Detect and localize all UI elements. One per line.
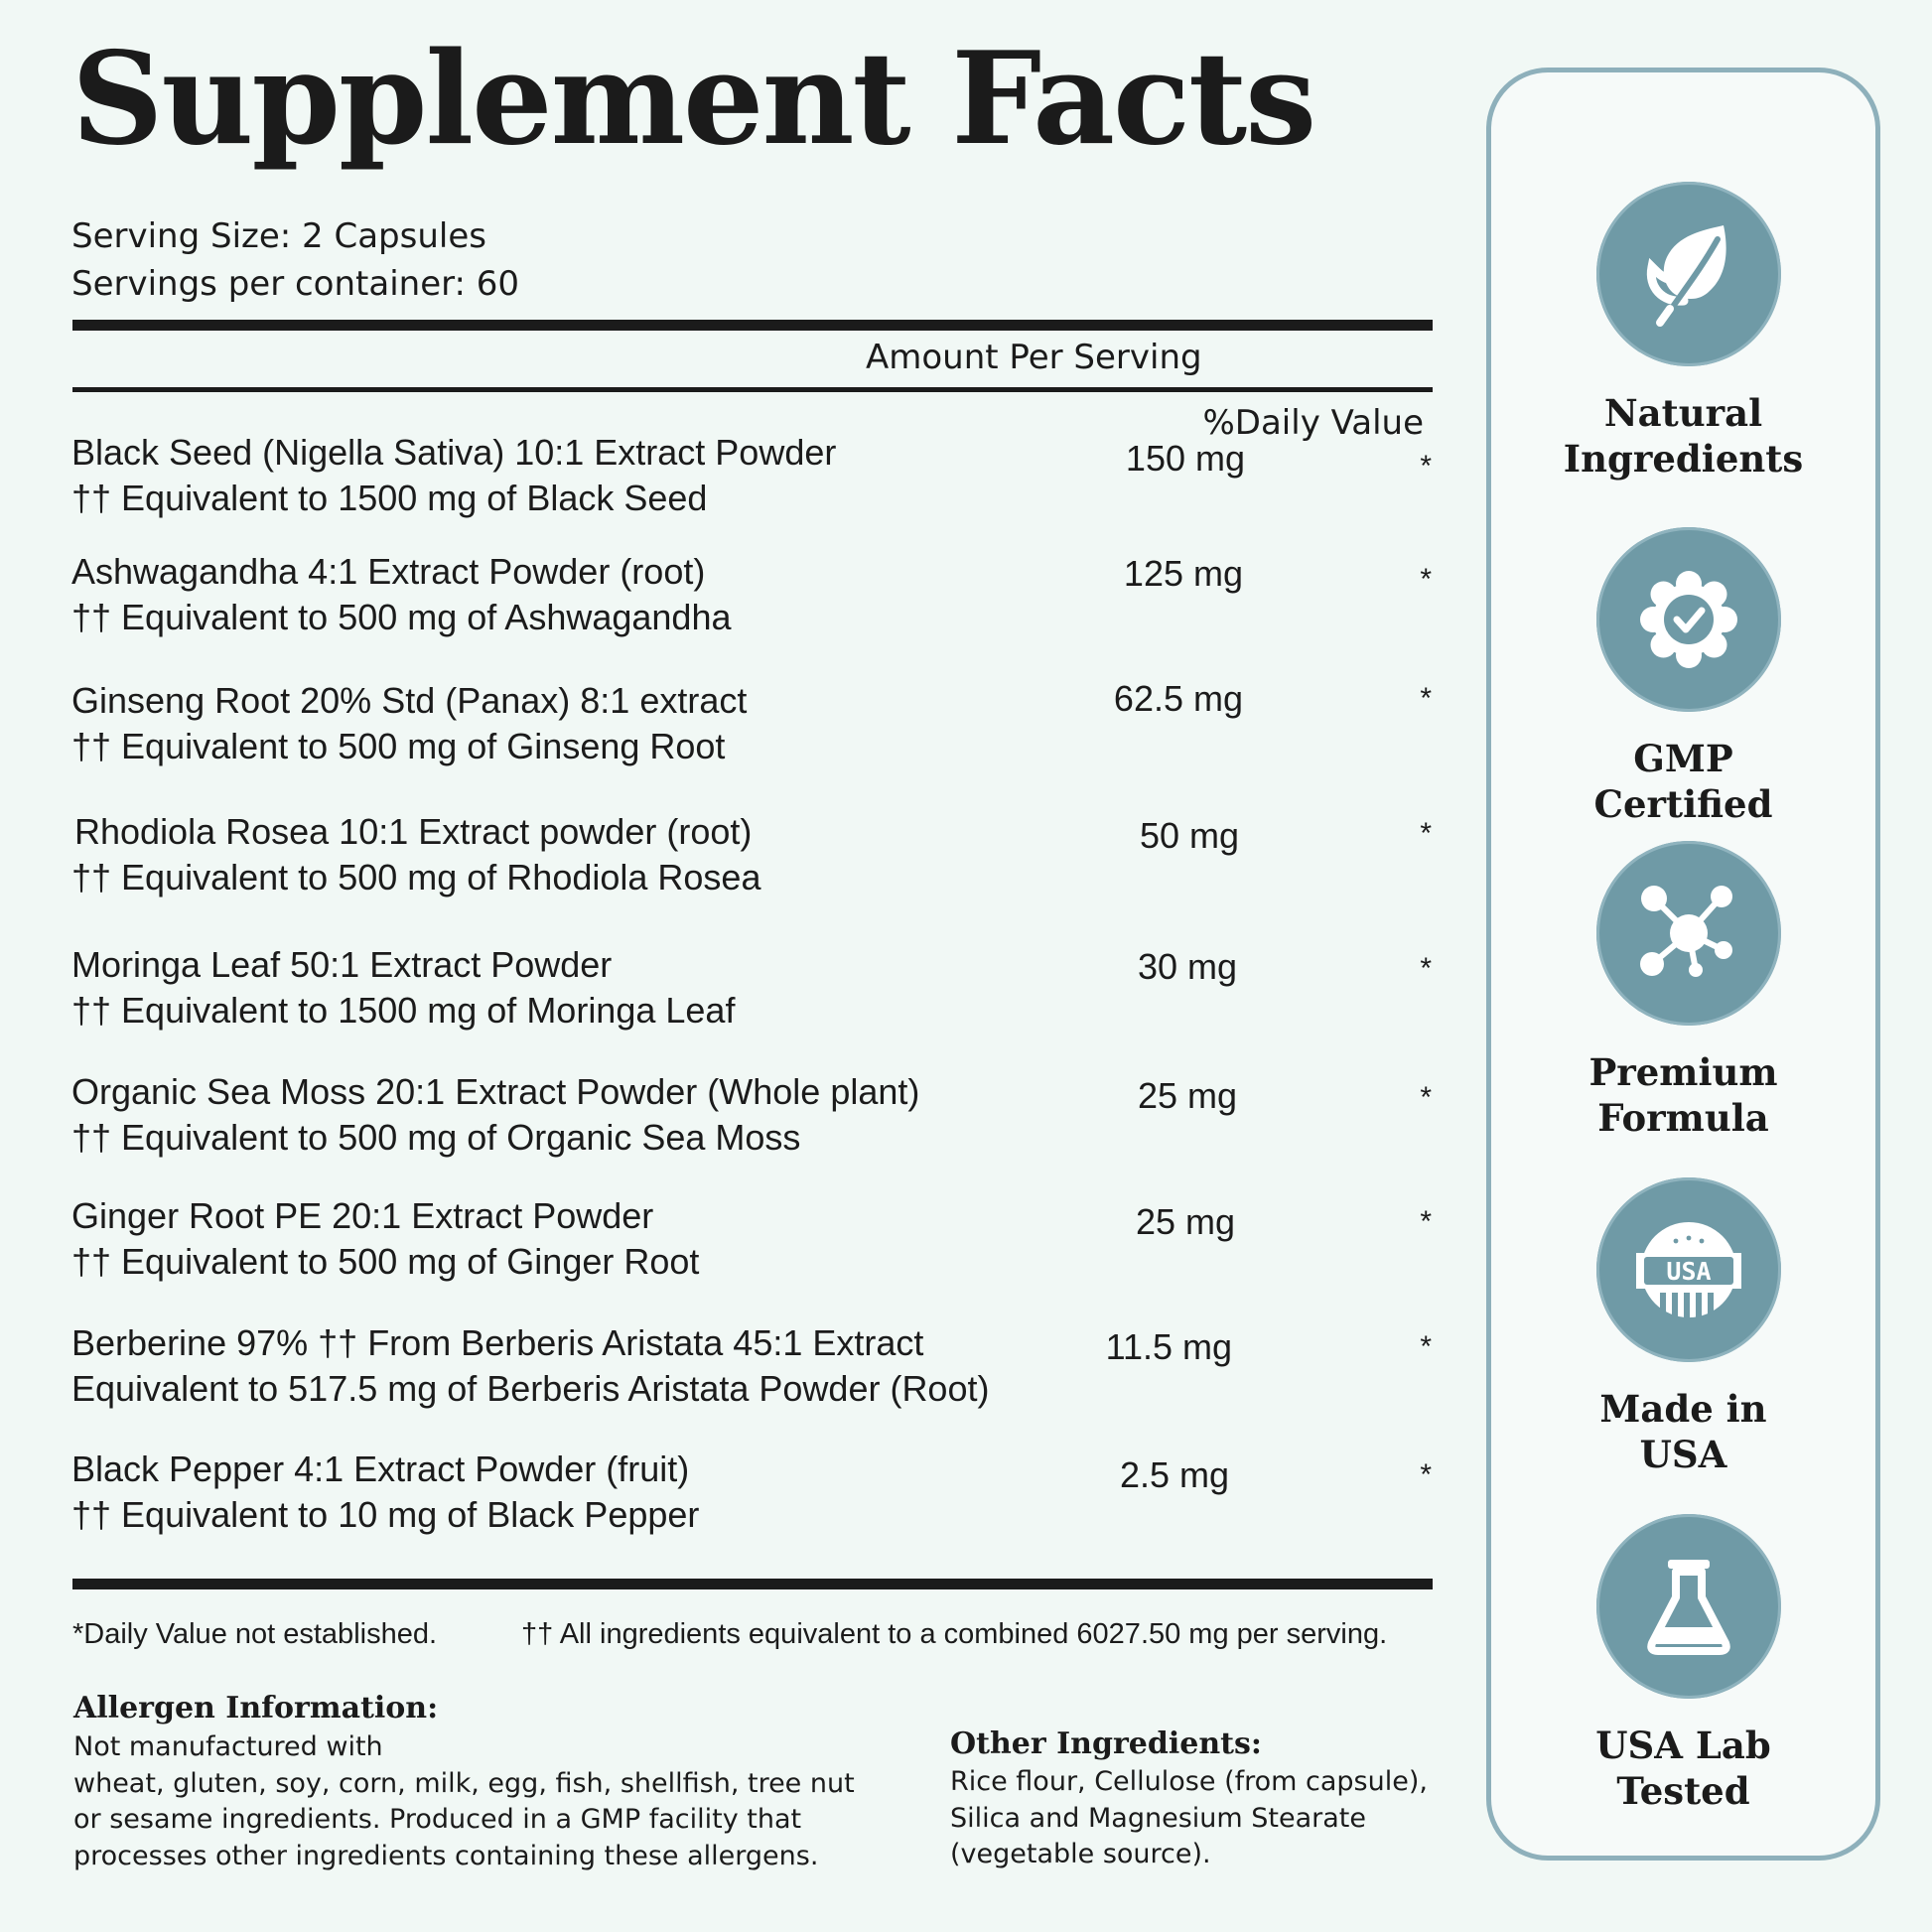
ingredient-amount: 150 mg — [1125, 438, 1245, 479]
ingredient-equivalent: †† Equivalent to 500 mg of Ginger Root — [71, 1241, 700, 1282]
ingredient-equivalent: †† Equivalent to 500 mg of Rhodiola Rosea — [71, 857, 761, 897]
ingredient-equivalent: †† Equivalent to 500 mg of Organic Sea Moss — [71, 1117, 801, 1158]
ingredient-equivalent: †† Equivalent to 1500 mg of Black Seed — [71, 478, 708, 518]
allergen-line: processes other ingredients containing these allergens. — [73, 1840, 819, 1871]
ingredient-equivalent: †† Equivalent to 500 mg of Ginseng Root — [71, 726, 726, 766]
other-ingredients-line: Silica and Magnesium Stearate — [950, 1802, 1366, 1834]
ingredient-equivalent: †† Equivalent to 500 mg of Ashwagandha — [71, 597, 732, 637]
top-thick-rule — [72, 320, 1433, 331]
amount-per-serving-header: Amount Per Serving — [866, 338, 1202, 377]
ingredient-row — [71, 549, 1432, 648]
ingredient-equivalent: Equivalent to 517.5 mg of Berberis Aristata Powder (Root) — [71, 1368, 990, 1409]
badge-gmp-certified — [1491, 527, 1875, 845]
badge-label: Natural Ingredients — [1563, 391, 1804, 481]
ingredient-daily-value: * — [1420, 1330, 1432, 1363]
ingredient-amount: 25 mg — [1135, 1201, 1235, 1242]
daily-value-footnote: *Daily Value not established. — [72, 1618, 438, 1650]
usa-stamp-text: USA — [1666, 1257, 1712, 1286]
ingredient-amount: 125 mg — [1123, 553, 1243, 594]
allergen-line: or sesame ingredients. Produced in a GMP facility that — [73, 1804, 802, 1835]
badge-label: Made in USA — [1599, 1387, 1767, 1476]
molecule-icon — [1596, 841, 1781, 1026]
ingredient-row — [71, 809, 1432, 908]
ingredient-daily-value: * — [1420, 952, 1432, 985]
page-title: Supplement Facts — [71, 25, 1315, 174]
ingredient-row — [71, 678, 1432, 777]
servings-per-container: Servings per container: 60 — [71, 264, 520, 304]
ingredient-name: Rhodiola Rosea 10:1 Extract powder (root) — [74, 811, 753, 852]
ingredient-amount: 30 mg — [1137, 946, 1237, 987]
ingredient-row — [71, 430, 1432, 529]
ingredient-daily-value: * — [1420, 563, 1432, 596]
ingredient-daily-value: * — [1420, 817, 1432, 850]
ingredient-name: Ashwagandha 4:1 Extract Powder (root) — [71, 551, 706, 592]
usa-stamp-icon — [1596, 1177, 1781, 1362]
serving-size: Serving Size: 2 Capsules — [71, 216, 486, 256]
daily-value-header: %Daily Value — [1202, 403, 1424, 443]
ingredient-amount: 62.5 mg — [1113, 678, 1243, 719]
ingredient-row — [71, 1447, 1432, 1546]
bottom-thick-rule — [72, 1579, 1433, 1589]
ingredient-name: Moringa Leaf 50:1 Extract Powder — [71, 944, 613, 985]
ingredient-daily-value: * — [1420, 1205, 1432, 1238]
ingredient-amount: 25 mg — [1137, 1075, 1237, 1116]
allergen-line: Not manufactured with — [73, 1731, 383, 1762]
badge-usa-lab-tested — [1491, 1514, 1875, 1832]
leaf-icon — [1596, 182, 1781, 366]
ingredient-daily-value: * — [1420, 1081, 1432, 1114]
ingredient-row — [71, 1069, 1432, 1169]
allergen-text — [73, 1729, 855, 1874]
ingredient-row — [71, 942, 1432, 1041]
ingredient-name: Black Pepper 4:1 Extract Powder (fruit) — [71, 1449, 690, 1489]
ingredient-amount: 11.5 mg — [1105, 1326, 1232, 1367]
ingredient-amount: 50 mg — [1139, 815, 1239, 856]
other-ingredients-text — [950, 1764, 1428, 1873]
other-ingredients-line: (vegetable source). — [950, 1839, 1211, 1869]
allergen-line: wheat, gluten, soy, corn, milk, egg, fish, shellfish, tree nut — [73, 1767, 855, 1799]
badge-made-in-usa — [1491, 1177, 1875, 1495]
ingredient-equivalent: †† Equivalent to 1500 mg of Moringa Leaf — [71, 990, 736, 1031]
badge-natural-ingredients — [1491, 182, 1875, 499]
flask-icon — [1596, 1514, 1781, 1699]
badge-label: USA Lab Tested — [1595, 1724, 1771, 1813]
ingredient-name: Black Seed (Nigella Sativa) 10:1 Extract Powder — [71, 432, 837, 473]
other-ingredients-heading: Other Ingredients: — [950, 1726, 1262, 1761]
badge-label: Premium Formula — [1588, 1050, 1778, 1140]
ingredient-row — [71, 1193, 1432, 1293]
header-rule — [72, 387, 1433, 392]
allergen-heading: Allergen Information: — [73, 1691, 439, 1725]
combined-footnote: †† All ingredients equivalent to a combined 6027.50 mg per serving. — [521, 1618, 1388, 1650]
ingredient-name: Ginger Root PE 20:1 Extract Powder — [71, 1195, 654, 1236]
ingredient-name: Organic Sea Moss 20:1 Extract Powder (Whole plant) — [71, 1071, 920, 1112]
ingredient-row — [71, 1320, 1432, 1420]
ingredient-name: Ginseng Root 20% Std (Panax) 8:1 extract — [71, 680, 748, 721]
other-ingredients-line: Rice flour, Cellulose (from capsule), — [950, 1766, 1428, 1797]
badge-premium-formula — [1491, 841, 1875, 1159]
ingredient-daily-value: * — [1420, 682, 1432, 715]
badge-label: GMP Certified — [1593, 737, 1773, 826]
ingredient-equivalent: †† Equivalent to 10 mg of Black Pepper — [71, 1494, 700, 1535]
ingredient-daily-value: * — [1420, 450, 1432, 483]
ingredient-name: Berberine 97% †† From Berberis Aristata 45:1 Extract — [71, 1322, 924, 1363]
ingredient-amount: 2.5 mg — [1119, 1454, 1229, 1495]
ingredient-daily-value: * — [1420, 1458, 1432, 1491]
badge-panel — [1486, 68, 1880, 1861]
certified-seal-icon — [1596, 527, 1781, 712]
